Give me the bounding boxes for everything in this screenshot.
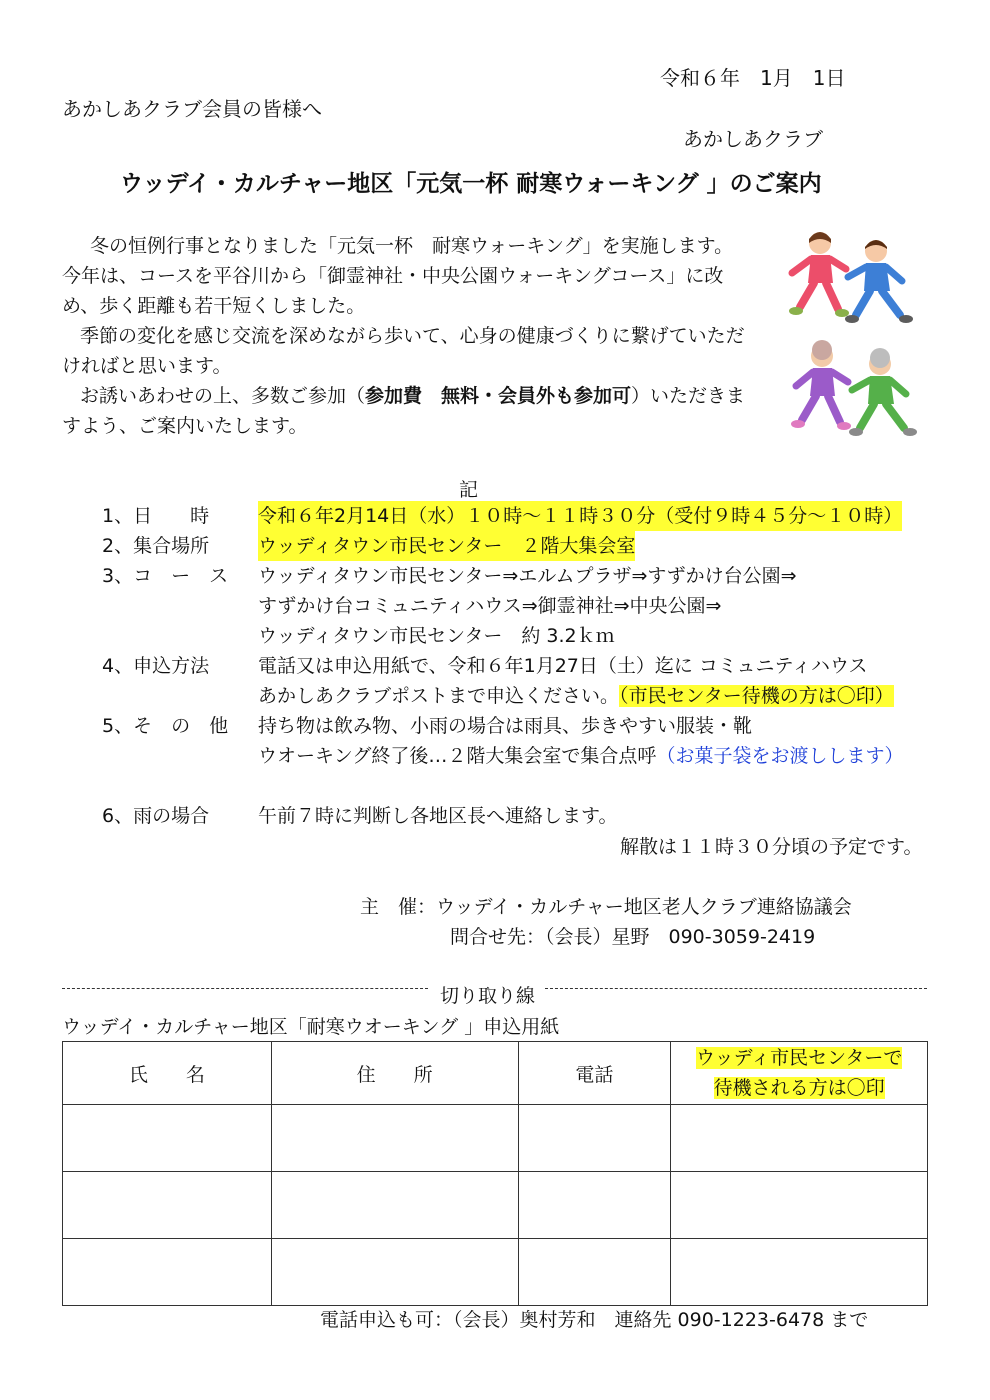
header-name: 氏 名 xyxy=(63,1042,272,1105)
name-cell[interactable] xyxy=(63,1172,272,1239)
page-title: ウッデイ・カルチャー地区「元気一杯 耐寒ウォーキング 」のご案内 xyxy=(120,171,822,197)
fee-note: 参加費 無料・会員外も参加可 xyxy=(365,385,632,407)
item-label: 3、コ ー ス xyxy=(102,565,229,587)
intro-paragraph xyxy=(62,231,777,441)
item-value: 令和６年2月14日（水）１０時～１１時３０分（受付９時４５分～１０時） xyxy=(258,501,902,531)
item-label: 4、申込方法 xyxy=(102,655,210,677)
intro-line: すよう、ご案内いたします。 xyxy=(62,415,308,437)
item-value: 持ち物は飲み物、小雨の場合は雨具、歩きやすい服装・靴 xyxy=(258,715,753,737)
name-cell[interactable] xyxy=(63,1239,272,1306)
form-title: ウッデイ・カルチャー地区「耐寒ウオーキング 」申込用紙 xyxy=(62,1016,560,1038)
header-wait xyxy=(671,1042,928,1105)
wait-cell[interactable] xyxy=(671,1239,928,1306)
header-wait-line2: 待機される方は〇印 xyxy=(713,1077,885,1099)
intro-line: 季節の変化を感じ交流を深めながら歩いて、心身の健康づくりに繋げていただ xyxy=(80,325,745,347)
item-value: 電話又は申込用紙で、令和６年1月27日（土）迄に コミュニティハウス xyxy=(258,655,868,677)
intro-line: ければと思います。 xyxy=(62,355,232,377)
application-form-table xyxy=(62,1041,928,1306)
item-value: すずかけ台コミュニティハウス⇒御霊神社⇒中央公園⇒ xyxy=(258,595,722,617)
dissolve-note: 解散は１１時３０分頃の予定です。 xyxy=(620,836,923,858)
phone-cell[interactable] xyxy=(518,1239,671,1306)
wait-cell[interactable] xyxy=(671,1172,928,1239)
item-label: 6、雨の場合 xyxy=(102,805,210,827)
item-value: ウッディタウン市民センター 約 3.2ｋｍ xyxy=(258,625,615,647)
ki-heading: 記 xyxy=(459,479,479,501)
wait-note: （市民センター待機の方は〇印） xyxy=(619,685,894,707)
item-label: 5、そ の 他 xyxy=(102,715,229,737)
cut-line-label: 切り取り線 xyxy=(440,985,536,1007)
phone-cell[interactable] xyxy=(518,1172,671,1239)
intro-line: め、歩く距離も若干短くしました。 xyxy=(62,295,366,317)
phone-cell[interactable] xyxy=(518,1105,671,1172)
item-label: 2、集合場所 xyxy=(102,535,210,557)
young-walkers-illustration xyxy=(778,225,928,325)
address-cell[interactable] xyxy=(271,1239,518,1306)
contact-info: 問合せ先：（会長）星野 090-3059-2419 xyxy=(450,926,816,948)
document-date: 令和６年 1月 1日 xyxy=(660,66,846,90)
cut-line-left xyxy=(62,988,428,989)
name-cell[interactable] xyxy=(63,1105,272,1172)
item-value: ウッディタウン市民センター ２階大集会室 xyxy=(258,531,635,561)
wait-cell[interactable] xyxy=(671,1105,928,1172)
header-wait-line1: ウッディ市民センターで xyxy=(695,1047,903,1069)
senior-walkers-illustration xyxy=(782,340,932,438)
item-value: ウオーキング終了後…２階大集会室で集合点呼（お菓子袋をお渡しします） xyxy=(258,745,904,767)
sender: あかしあクラブ xyxy=(683,127,823,151)
cut-line-right xyxy=(545,988,927,989)
intro-line: お誘いあわせの上、多数ご参加（参加費 無料・会員外も参加可）いただきま xyxy=(80,385,746,407)
item-label: 1、日 時 xyxy=(102,505,210,527)
footer-note: 電話申込も可：（会長）奥村芳和 連絡先 090-1223-6478 まで xyxy=(320,1309,869,1331)
table-row xyxy=(63,1239,928,1306)
organizer: 主 催：ウッデイ・カルチャー地区老人クラブ連絡協議会 xyxy=(360,896,852,918)
item-value: ウッディタウン市民センター⇒エルムプラザ⇒すずかけ台公園⇒ xyxy=(258,565,797,587)
header-address: 住 所 xyxy=(271,1042,518,1105)
intro-line: 冬の恒例行事となりました「元気一杯 耐寒ウォーキング」を実施します。 xyxy=(90,235,734,257)
item-value: 午前７時に判断し各地区長へ連絡します。 xyxy=(258,805,618,827)
table-row xyxy=(63,1105,928,1172)
address-cell[interactable] xyxy=(271,1105,518,1172)
intro-line: 今年は、コースを平谷川から「御霊神社・中央公園ウォーキングコース」に改 xyxy=(62,265,724,287)
header-phone: 電話 xyxy=(518,1042,671,1105)
snack-note: （お菓子袋をお渡しします） xyxy=(656,745,904,767)
table-header-row xyxy=(63,1042,928,1105)
table-row xyxy=(63,1172,928,1239)
address-cell[interactable] xyxy=(271,1172,518,1239)
recipient: あかしあクラブ会員の皆様へ xyxy=(62,97,322,121)
item-value: あかしあクラブポストまで申込ください。（市民センター待機の方は〇印） xyxy=(258,685,894,707)
